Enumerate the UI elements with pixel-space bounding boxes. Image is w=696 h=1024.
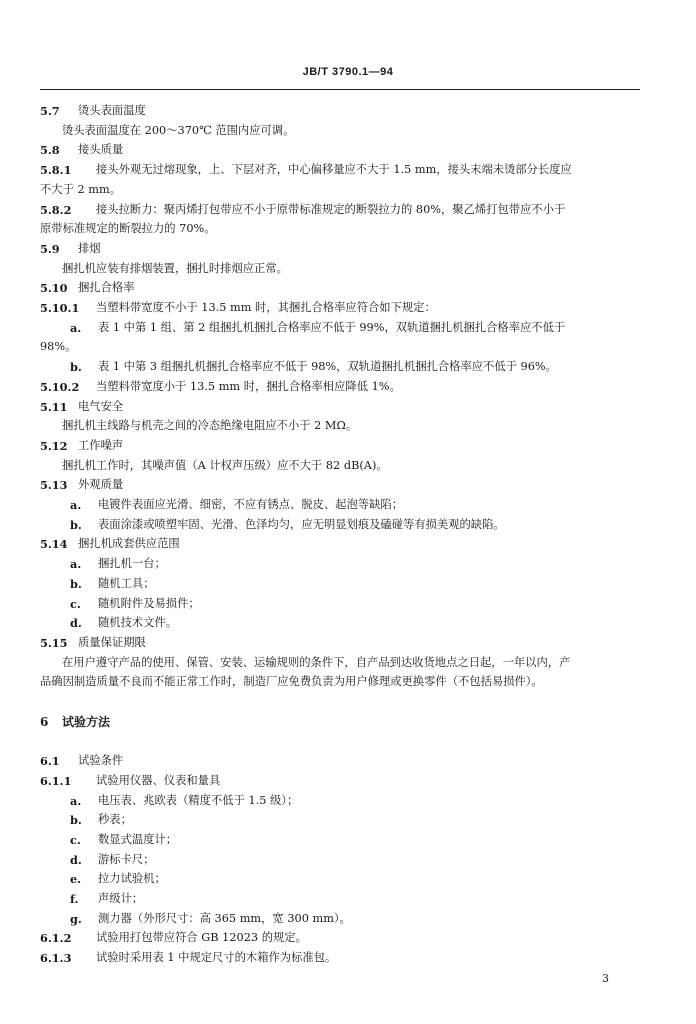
line-text: 捆扎机成套供应范围 [78, 537, 180, 551]
clause-heading [0, 397, 696, 417]
clause [0, 928, 696, 948]
clause-number: 5.8.1 [40, 163, 72, 178]
paragraph [0, 653, 696, 673]
clause [0, 200, 696, 220]
clause-number: d. [70, 852, 82, 867]
document-header [0, 66, 696, 78]
clause-number: f. [70, 892, 79, 906]
clause-number: b. [70, 360, 82, 375]
line-text: 当塑料带宽度不小于 13.5 mm 时，其捆扎合格率应符合如下规定： [96, 301, 436, 314]
line-text: 试验用打包带应符合 GB 12023 的规定。 [96, 931, 307, 945]
clause-number: b. [70, 576, 82, 591]
clause-number: 5.13 [40, 478, 68, 493]
clause [0, 160, 696, 180]
list-item [0, 810, 696, 830]
line-text: 秒表； [98, 813, 132, 827]
list-item [0, 574, 696, 594]
clause-number: c. [70, 832, 81, 847]
line-text: 表 1 中第 3 组捆扎机捆扎合格率应不低于 98%，双轨道捆扎机捆扎合格率应不低于 96%。 [98, 360, 557, 374]
line-text: 表 1 中第 1 组、第 2 组捆扎机捆扎合格率应不低于 99%，双轨道捆扎机捆扎合格率应不低于 [98, 320, 566, 334]
line-text: 游标卡尺； [98, 852, 155, 866]
line-text: 试验条件 [78, 754, 124, 768]
paragraph-continuation [0, 337, 696, 357]
standard-code: JB/T 3790.1—94 [302, 66, 394, 78]
line-text: 捆扎机主线路与机壳之间的冷态绝缘电阻应不小于 2 MΩ。 [62, 419, 358, 433]
clause [0, 771, 696, 791]
list-item [0, 850, 696, 870]
section-title [0, 712, 696, 732]
line-text: 接头外观无过熔现象，上、下层对齐，中心偏移量应不大于 1.5 mm，接头末端未烫部分长度应 [96, 163, 572, 177]
line-text: 试验用仪器、仪表和量具 [96, 773, 221, 787]
clause-heading [0, 751, 696, 771]
list-item [0, 515, 696, 535]
clause-number: 5.15 [40, 635, 68, 650]
line-text: 接头拉断力：聚丙烯打包带应不小于原带标准规定的断裂拉力的 80%，聚乙烯打包带应不小于 [96, 202, 566, 216]
clause [0, 948, 696, 968]
clause-number: c. [70, 596, 81, 611]
clause-heading [0, 278, 696, 298]
clause-number: a. [70, 793, 82, 808]
line-text: 试验时采用表 1 中规定尺寸的木箱作为标准包。 [96, 951, 337, 965]
list-item [0, 869, 696, 889]
clause-number: 5.12 [40, 438, 68, 453]
line-text: 随机附件及易损件； [98, 596, 200, 610]
line-text: 数显式温度计； [98, 832, 178, 846]
clause-heading [0, 436, 696, 456]
paragraph [0, 259, 696, 279]
paragraph-continuation [0, 219, 696, 239]
line-text: 98%。 [40, 340, 77, 354]
page-number: 3 [602, 972, 609, 985]
clause-number: 5.10.1 [40, 301, 80, 315]
clause-heading [0, 475, 696, 495]
line-text: 电气安全 [78, 399, 124, 413]
clause-number: 6.1.3 [40, 951, 72, 966]
clause-number: e. [70, 872, 82, 887]
clause-number: 6 [40, 714, 49, 729]
list-item [0, 830, 696, 850]
clause-number: 6.1.1 [40, 773, 72, 788]
line-text: 捆扎机工作时，其噪声值（A 计权声压级）应不大于 82 dB(A)。 [62, 458, 388, 472]
clause-number: 5.8 [40, 143, 60, 158]
line-text: 随机工具； [98, 576, 155, 590]
line-text: 电镀件表面应光滑、细密，不应有锈点、脱皮、起泡等缺陷； [98, 498, 404, 511]
line-text: 外观质量 [78, 478, 124, 492]
line-text: 随机技术文件。 [98, 616, 178, 630]
clause-number: b. [70, 813, 82, 828]
list-item [0, 889, 696, 909]
paragraph [0, 121, 696, 141]
line-text: 接头质量 [78, 143, 124, 157]
clause-number: 5.9 [40, 241, 60, 256]
clause [0, 377, 696, 397]
line-text: 烫头表面温度在 200～370℃ 范围内应可调。 [62, 123, 295, 137]
clause-number: 5.7 [40, 104, 60, 118]
line-text: 工作噪声 [78, 438, 124, 452]
list-item [0, 613, 696, 633]
clause-heading [0, 140, 696, 160]
clause-number: 5.10.2 [40, 379, 80, 394]
list-item [0, 357, 696, 377]
line-text: 试验方法 [62, 714, 111, 729]
line-text: 捆扎机一台； [98, 557, 166, 571]
line-text: 原带标准规定的断裂拉力的 70%。 [40, 222, 216, 236]
line-text: 排烟 [78, 241, 101, 255]
paragraph-continuation [0, 672, 696, 692]
line-text: 烫头表面温度 [78, 104, 146, 117]
line-text: 捆扎机应装有排烟装置，捆扎时排烟应正常。 [62, 261, 288, 275]
line-text: 品确因制造质量不良而不能正常工作时，制造厂应免费负责为用户修理或更换零件（不包括易损件）。 [40, 675, 543, 689]
line-text: 表面涂漆或喷塑牢固、光滑、色泽均匀，应无明显划痕及磕碰等有损美观的缺陷。 [98, 517, 505, 531]
clause-number: 6.1 [40, 754, 60, 769]
clause-number: g. [70, 911, 82, 926]
line-text: 拉力试验机； [98, 872, 166, 886]
clause-number: b. [70, 517, 82, 532]
line-text: 捆扎合格率 [78, 281, 135, 295]
list-item [0, 791, 696, 811]
header-rule [40, 89, 640, 90]
list-item [0, 495, 696, 515]
clause-number: 5.11 [40, 399, 68, 414]
list-item [0, 909, 696, 929]
line-text: 电压表、兆欧表（精度不低于 1.5 级）； [98, 793, 299, 807]
clause-number: a. [70, 320, 82, 335]
clause-number: 5.14 [40, 537, 68, 552]
line-text: 质量保证期限 [78, 635, 146, 649]
clause-number: 5.10 [40, 281, 68, 296]
list-item [0, 554, 696, 574]
clause [0, 298, 696, 318]
line-text: 不大于 2 mm。 [40, 182, 121, 196]
line-text: 当塑料带宽度小于 13.5 mm 时，捆扎合格率相应降低 1%。 [96, 379, 401, 393]
clause-number: a. [70, 557, 82, 572]
paragraph [0, 416, 696, 436]
clause-number: 5.8.2 [40, 202, 72, 217]
paragraph-continuation [0, 180, 696, 200]
clause-heading [0, 633, 696, 653]
clause-number: a. [70, 498, 82, 512]
clause-heading [0, 101, 696, 121]
clause-heading [0, 239, 696, 259]
clause-heading [0, 534, 696, 554]
clause-number: d. [70, 616, 82, 631]
line-text: 在用户遵守产品的使用、保管、安装、运输规则的条件下，自产品到达收货地点之日起，一年以内，产 [62, 655, 571, 669]
list-item [0, 594, 696, 614]
clause-number: 6.1.2 [40, 931, 72, 946]
list-item [0, 318, 696, 338]
line-text: 声级计； [98, 892, 144, 905]
line-text: 测力器（外形尺寸：高 365 mm，宽 300 mm）。 [98, 911, 351, 925]
paragraph [0, 456, 696, 476]
